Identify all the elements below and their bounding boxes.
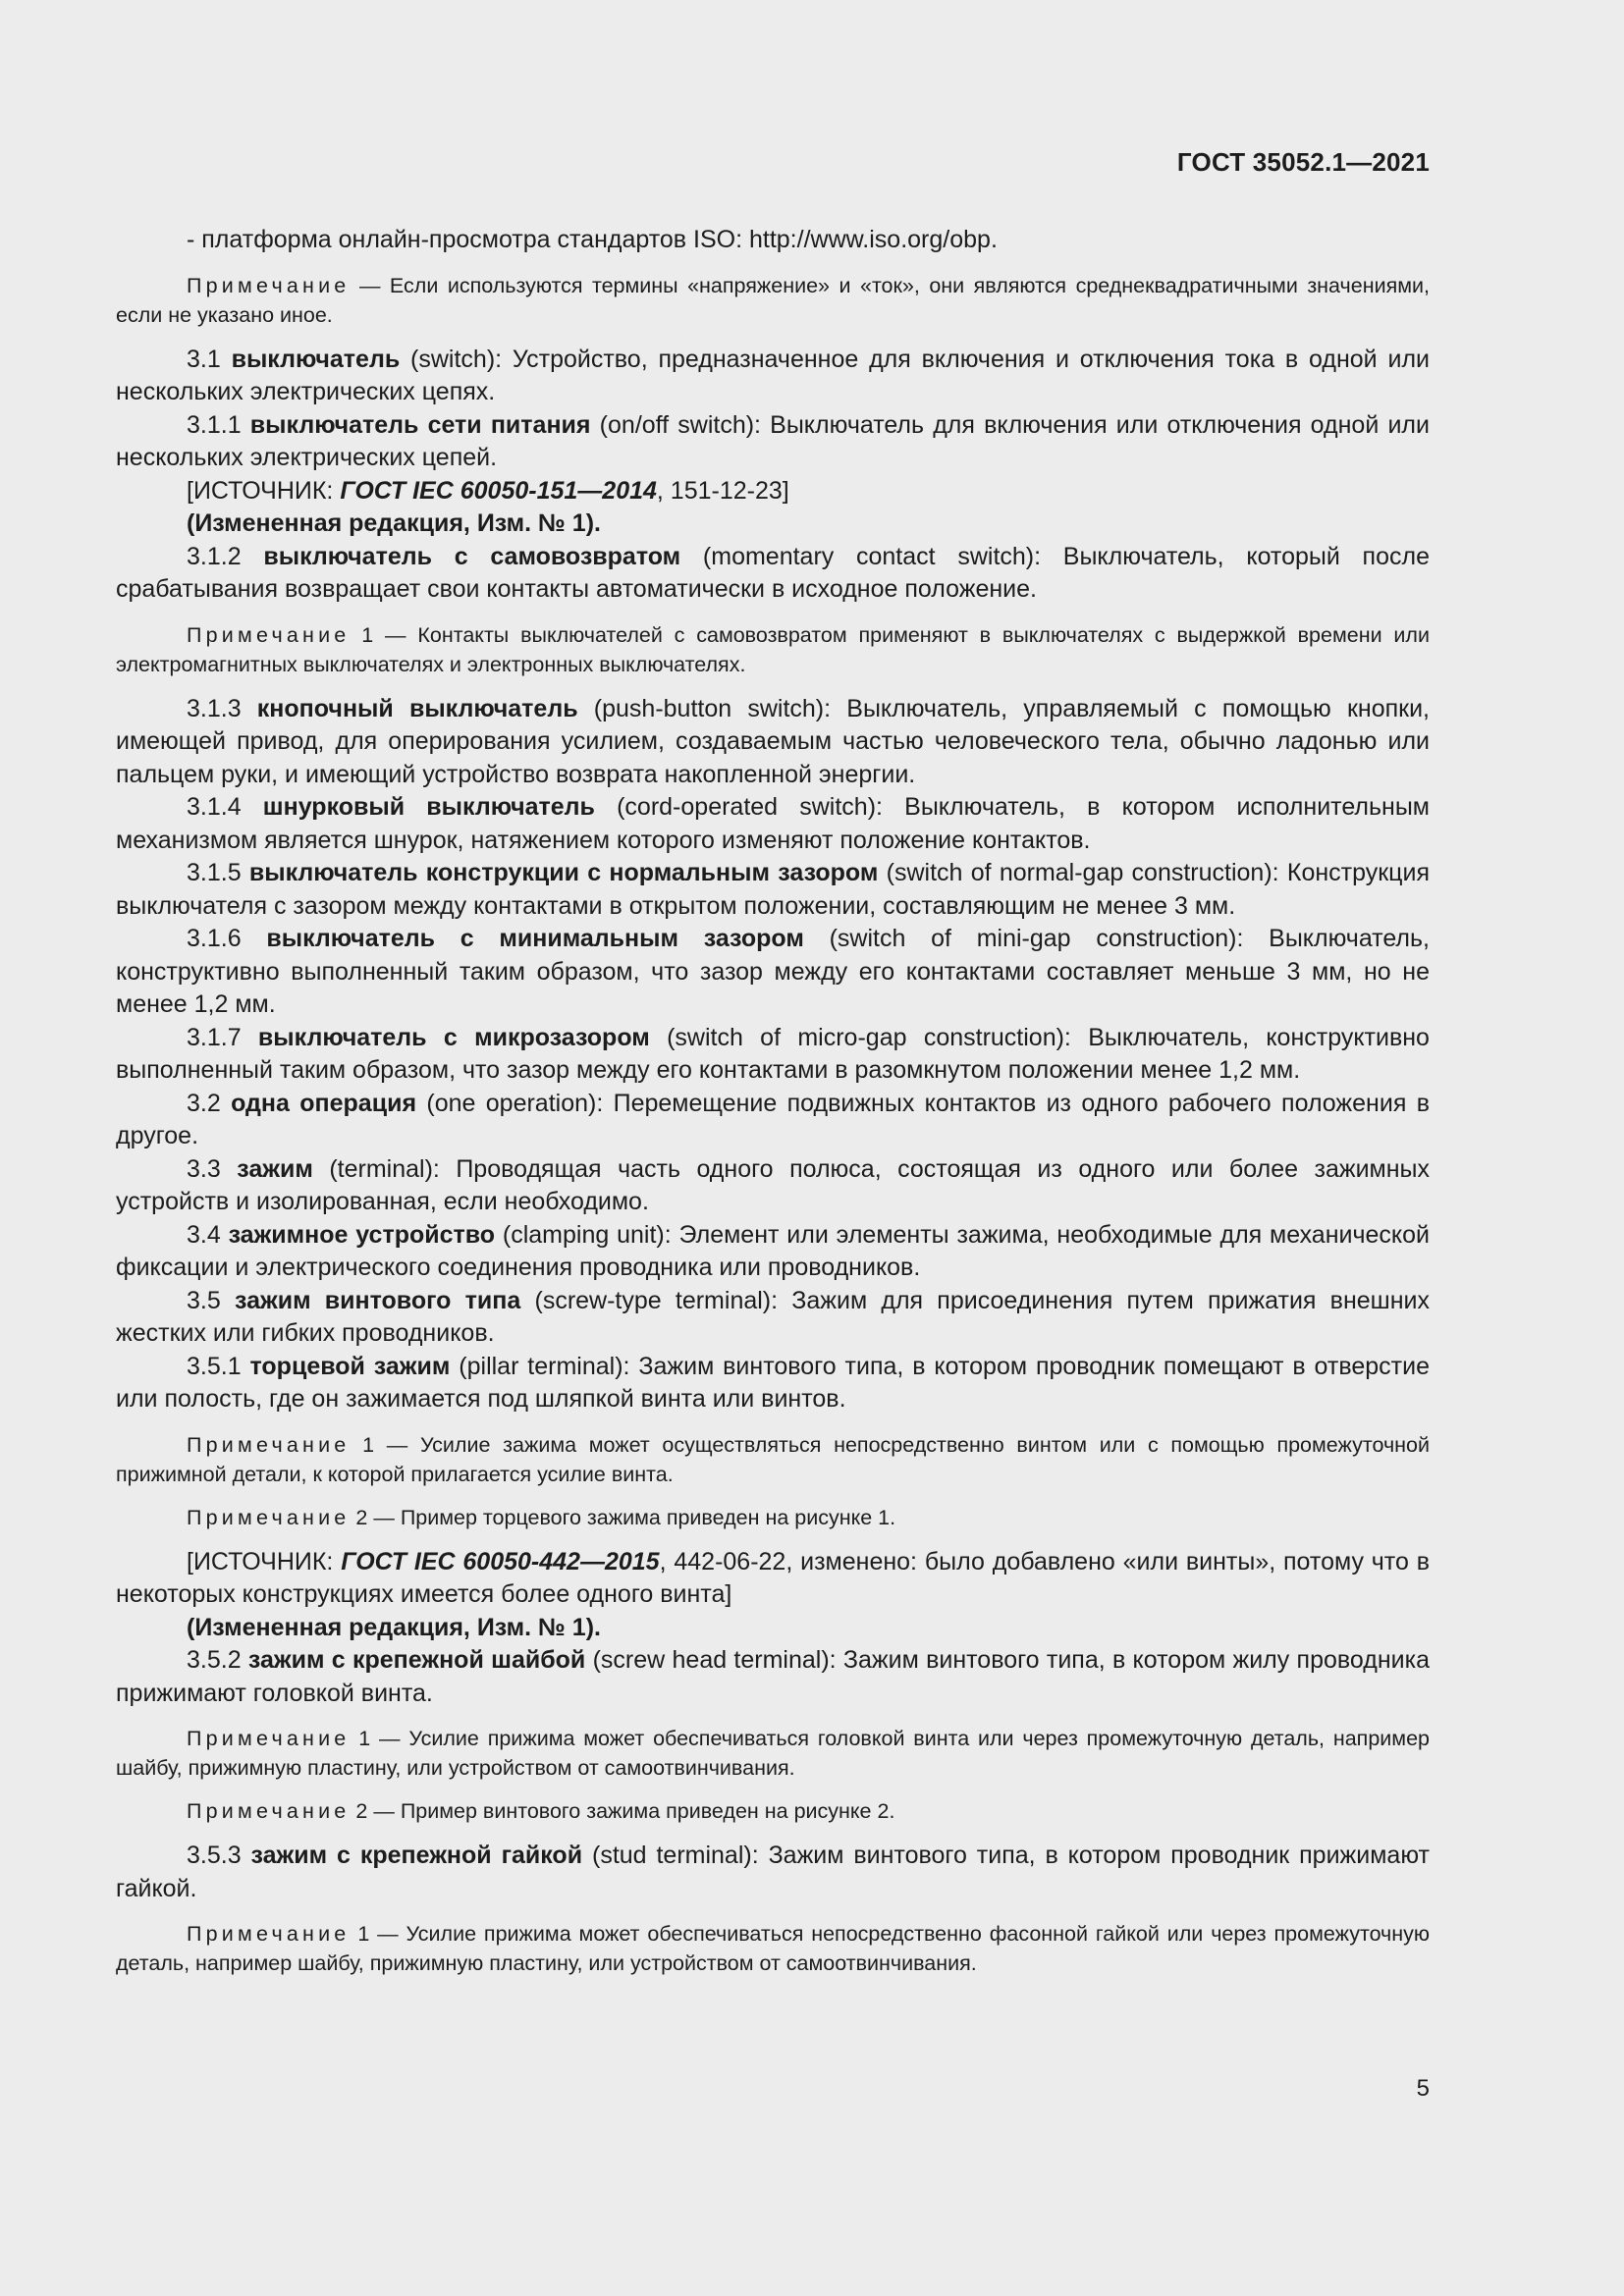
term-definition: (cord-operated switch): Выключатель, в котором исполнительным механизмом является шнурок, натяжением которого изменяют положение контактов. <box>116 793 1430 854</box>
term-number: 3.2 <box>187 1089 232 1117</box>
term-number: 3.1.1 <box>187 410 250 439</box>
term-3-1-1 <box>116 409 1430 475</box>
term-name: выключатель с микрозазором <box>257 1023 650 1051</box>
term-name: зажим винтового типа <box>234 1286 521 1314</box>
note-label: Примечание <box>187 273 351 297</box>
note-3-5-2-b <box>116 1796 1430 1826</box>
term-name: выключатель конструкции с нормальным зазором <box>248 859 879 886</box>
term-name: зажим <box>237 1154 313 1183</box>
term-name: зажимное устройство <box>228 1220 496 1249</box>
note-text: 1 — Контакты выключателей с самовозвратом применяют в выключателях с выдержкой времени или электромагнитных выключателях и электронных выключателях. <box>116 622 1430 676</box>
term-number: 3.5.2 <box>187 1646 248 1674</box>
note-label: Примечание <box>187 622 351 647</box>
term-name: зажим с крепежной гайкой <box>250 1842 583 1869</box>
term-number: 3.5 <box>187 1286 235 1314</box>
source-suffix: , 442-06-22, изменено: было добавлено «или винты», потому что в некоторых конструкциях имеется более одного винта] <box>116 1547 1430 1608</box>
term-3-5-1 <box>116 1351 1430 1416</box>
note-text: 1 — Усилие прижима может обеспечиваться непосредственно фасонной гайкой или через промежуточную деталь, например шайбу, прижимную пластину, или устройством от самоотвинчивания. <box>116 1922 1430 1975</box>
term-definition: (clamping unit): Элемент или элементы зажима, необходимые для механической фиксации и электрического соединения проводника или проводников. <box>116 1220 1430 1281</box>
term-definition: (on/off switch): Выключатель для включения или отключения одной или нескольких электрических цепей. <box>116 410 1430 471</box>
note-label: Примечание <box>187 1922 351 1946</box>
term-name: одна операция <box>231 1089 417 1117</box>
term-number: 3.1.6 <box>187 925 267 952</box>
term-number: 3.3 <box>187 1154 238 1183</box>
term-3-5-3 <box>116 1840 1430 1905</box>
term-name: выключатель сети питания <box>249 410 591 439</box>
source-prefix: [ИСТОЧНИК: <box>187 1547 342 1575</box>
term-number: 3.1.3 <box>187 694 257 722</box>
term-definition: (switch): Устройство, предназначенное для включения и отключения тока в одной или нескольких электрических цепях. <box>116 345 1430 405</box>
term-definition: (screw head terminal): Зажим винтового типа, в котором жилу проводника прижимают головкой винта. <box>116 1646 1430 1707</box>
term-number: 3.1.5 <box>187 859 249 886</box>
term-3-3 <box>116 1153 1430 1219</box>
term-3-1-2 <box>116 541 1430 607</box>
note-label: Примечание <box>187 1432 351 1457</box>
term-3-1-7 <box>116 1022 1430 1088</box>
note-text: — Если используются термины «напряжение» и «ток», они являются среднеквадратичными значениями, если не указано иное. <box>116 273 1430 327</box>
term-name: выключатель <box>231 345 401 373</box>
note-label: Примечание <box>187 1799 351 1823</box>
term-definition: (screw-type terminal): Зажим для присоединения путем прижатия внешних жестких или гибких проводников. <box>116 1286 1430 1347</box>
note-text: 1 — Усилие прижима может обеспечиваться головкой винта или через промежуточную деталь, например шайбу, прижимную пластину, или устройством от самоотвинчивания. <box>116 1727 1430 1780</box>
amendment-note-2: (Измененная редакция, Изм. № 1). <box>187 1613 601 1641</box>
term-3-5-2 <box>116 1644 1430 1710</box>
source-prefix: [ИСТОЧНИК: <box>187 476 341 505</box>
term-name: торцевой зажим <box>249 1352 451 1380</box>
term-definition: (pillar terminal): Зажим винтового типа, в котором проводник помещают в отверстие или полость, где он зажимается под шляпкой винта или винтов. <box>116 1352 1430 1413</box>
note-3-5-2-a <box>116 1724 1430 1783</box>
term-number: 3.1.4 <box>187 793 263 821</box>
term-definition: (switch of mini-gap construction): Выключатель, конструктивно выполненный таким образом, что зазор между его контактами составляет меньше 3 мм, но не менее 1,2 мм. <box>116 925 1430 1018</box>
term-definition: (switch of normal-gap construction): Конструкция выключателя с зазором между контактами в открытом положении, составляющим не менее 3 мм. <box>116 859 1430 920</box>
note-text: 2 — Пример торцевого зажима приведен на рисунке 1. <box>350 1505 896 1529</box>
document-code-header: ГОСТ 35052.1—2021 <box>1176 147 1430 177</box>
term-number: 3.1.2 <box>187 542 264 570</box>
term-3-4 <box>116 1219 1430 1285</box>
term-definition: (terminal): Проводящая часть одного полюса, состоящая из одного или более зажимных устройств и изолированная, если необходимо. <box>116 1154 1430 1215</box>
term-number: 3.4 <box>187 1220 229 1249</box>
term-number: 3.5.1 <box>187 1352 250 1380</box>
term-name: шнурковый выключатель <box>262 793 595 821</box>
note-3-5-1-a <box>116 1430 1430 1489</box>
term-3-5 <box>116 1285 1430 1351</box>
amendment-note-1: (Измененная редакция, Изм. № 1). <box>187 509 601 537</box>
source-standard: ГОСТ IEC 60050-151—2014 <box>340 476 657 505</box>
source-standard: ГОСТ IEC 60050-442—2015 <box>341 1547 660 1575</box>
page-content <box>116 224 1430 1992</box>
iso-platform-line: - платформа онлайн-просмотра стандартов ISO: http://www.iso.org/obp. <box>187 226 998 253</box>
term-3-1-4 <box>116 791 1430 857</box>
note-top <box>116 271 1430 330</box>
note-3-1-2 <box>116 620 1430 679</box>
term-number: 3.5.3 <box>187 1842 251 1869</box>
term-3-1-3 <box>116 693 1430 792</box>
term-definition: (switch of micro-gap construction): Выключатель, конструктивно выполненный таким образом, что зазор между его контактами в разомкнутом положении менее 1,2 мм. <box>116 1023 1430 1084</box>
note-label: Примечание <box>187 1727 351 1750</box>
note-text: 2 — Пример винтового зажима приведен на рисунке 2. <box>350 1799 895 1823</box>
term-definition: (momentary contact switch): Выключатель, который после срабатывания возвращает свои контакты автоматически в исходное положение. <box>116 542 1430 603</box>
note-text: 1 — Усилие зажима может осуществляться непосредственно винтом или с помощью промежуточной прижимной детали, к которой прилагается усилие винта. <box>116 1432 1430 1486</box>
term-name: выключатель с самовозвратом <box>263 542 681 570</box>
source-suffix: , 151-12-23] <box>656 476 789 505</box>
source-reference-2 <box>116 1546 1430 1612</box>
source-reference-1 <box>116 475 1430 508</box>
term-definition: (stud terminal): Зажим винтового типа, в котором проводник прижимают гайкой. <box>116 1842 1430 1902</box>
term-definition: (one operation): Перемещение подвижных контактов из одного рабочего положения в другое. <box>116 1089 1430 1149</box>
term-3-1-6 <box>116 923 1430 1022</box>
page-number: 5 <box>1416 2075 1430 2102</box>
note-label: Примечание <box>187 1505 351 1529</box>
term-3-1 <box>116 344 1430 409</box>
term-3-1-5 <box>116 857 1430 923</box>
term-name: выключатель с минимальным зазором <box>266 925 804 952</box>
term-definition: (push-button switch): Выключатель, управляемый с помощью кнопки, имеющей привод, для оперирования усилием, создаваемым частью человеческого тела, обычно ладонью или пальцем руки, и имеющий устройство возврата накопленной энергии. <box>116 694 1430 788</box>
note-3-5-1-b <box>116 1503 1430 1532</box>
term-3-2 <box>116 1088 1430 1153</box>
term-number: 3.1.7 <box>187 1023 258 1051</box>
note-3-5-3 <box>116 1919 1430 1978</box>
term-name: кнопочный выключатель <box>256 694 578 722</box>
term-number: 3.1 <box>187 345 232 373</box>
term-name: зажим с крепежной шайбой <box>247 1646 586 1674</box>
